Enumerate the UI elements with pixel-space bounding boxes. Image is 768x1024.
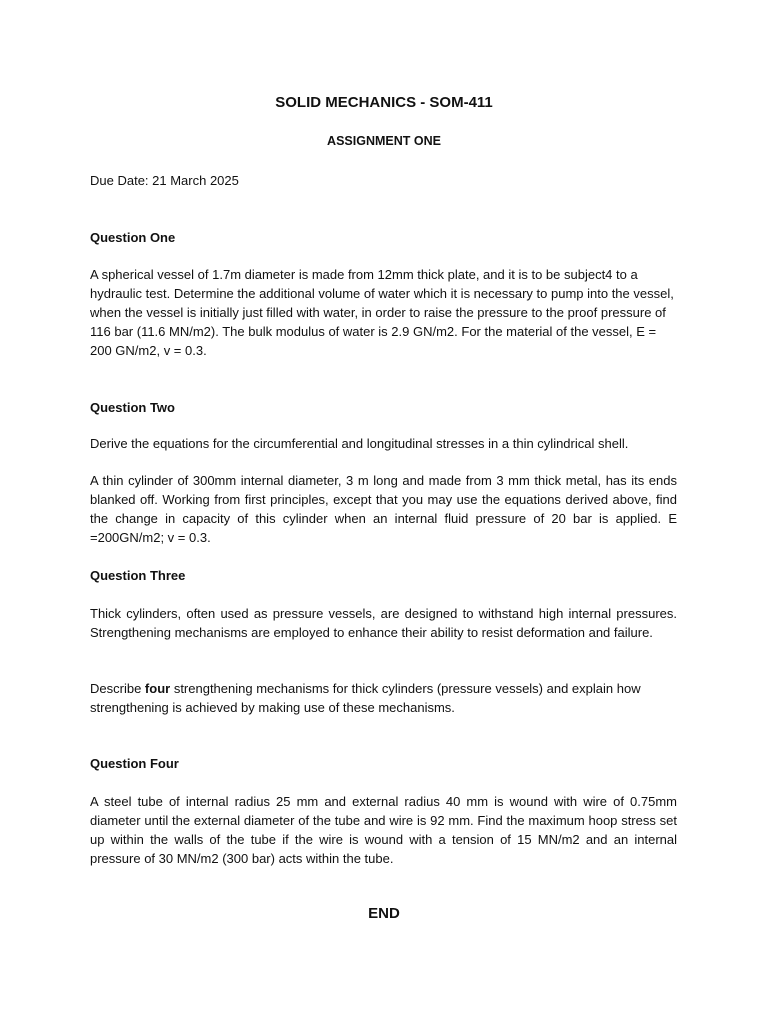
question-three-heading: Question Three bbox=[90, 568, 186, 583]
question-four-heading: Question Four bbox=[90, 756, 179, 771]
question-three-text-2 bbox=[90, 679, 677, 717]
question-one-text: A spherical vessel of 1.7m diameter is made from 12mm thick plate, and it is to be subject4 to a hydraulic test. Determine the additional volume of water which it is necessary to pump into the vessel, when the vessel is initially just filled with water, in order to raise the pressure to the proof pressure of 116 bar (11.6 MN/m2). The bulk modulus of water is 2.9 GN/m2. For the material of the vessel, E = 200 GN/m2, v = 0.3. bbox=[90, 267, 674, 358]
document-title: SOLID MECHANICS - SOM-411 bbox=[275, 94, 493, 111]
question-three-emphasis: four bbox=[144, 681, 171, 696]
question-two-text-1: Derive the equations for the circumferential and longitudinal stresses in a thin cylindrical shell. bbox=[90, 436, 629, 451]
question-four-text: A steel tube of internal radius 25 mm and external radius 40 mm is wound with wire of 0.75mm diameter until the external diameter of the tube and wire is 92 mm. Find the maximum hoop stress set up within the walls of the tube if the wire is wound with a tension of 15 MN/m2 and an internal pressure of 30 MN/m2 (300 bar) acts within the tube. bbox=[90, 794, 677, 866]
question-two-heading: Question Two bbox=[90, 400, 175, 415]
question-two-text-2: A thin cylinder of 300mm internal diameter, 3 m long and made from 3 mm thick metal, has its ends blanked off. Working from first principles, except that you may use the equations derived above, find the change in capacity of this cylinder when an internal fluid pressure of 20 bar is applied. E =200GN/m2; v = 0.3. bbox=[90, 473, 677, 545]
question-one-heading: Question One bbox=[90, 230, 176, 245]
assignment-subtitle: ASSIGNMENT ONE bbox=[327, 134, 441, 148]
question-three-text-1: Thick cylinders, often used as pressure vessels, are designed to withstand high internal pressures. Strengthening mechanisms are employed to enhance their ability to resist deformation and failure. bbox=[90, 606, 677, 640]
due-date: Due Date: 21 March 2025 bbox=[90, 173, 239, 188]
question-three-text-2-pre: Describe bbox=[90, 681, 145, 696]
question-three-text-2-post: strengthening mechanisms for thick cylinders (pressure vessels) and explain how strengthening is achieved by making use of these mechanisms. bbox=[90, 681, 641, 715]
end-marker: END bbox=[368, 905, 400, 922]
